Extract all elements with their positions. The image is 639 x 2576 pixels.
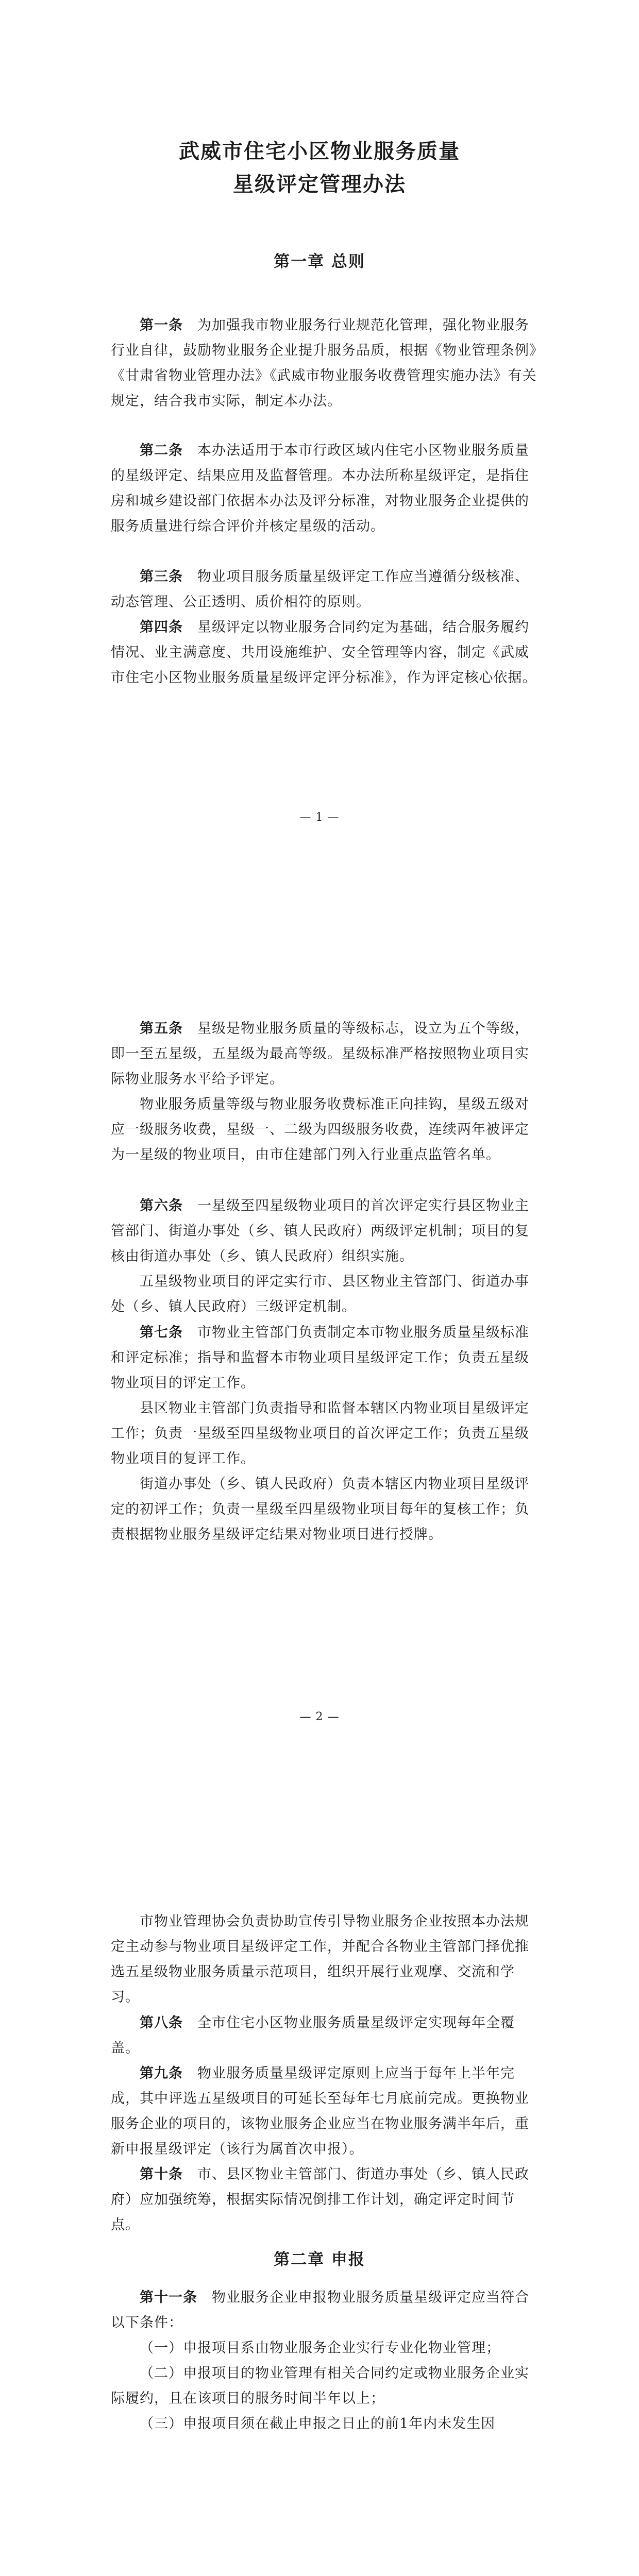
article-6-para-2: 五星级物业项目的评定实行市、县区物业主管部门、街道办事处（乡、镇人民政府）三级评定机制。 <box>111 1274 529 1315</box>
page-number-2: — 2 — <box>299 1710 340 1723</box>
document-title-line1: 武威市住宅小区物业服务质量 <box>179 139 460 163</box>
article-7-para-3: 街道办事处（乡、镇人民政府）负责本辖区内物业项目星级评定的初评工作；负责一星级至四星级物业项目每年的复核工作；负责根据物业服务星级评定结果对物业项目进行授牌。 <box>111 1476 529 1543</box>
article-11: 第十一条 物业服务企业申报物业服务质量星级评定应当符合以下条件： <box>111 2290 529 2331</box>
article-6: 第六条 一星级至四星级物业项目的首次评定实行县区物业主管部门、街道办事处（乡、镇人民政府）两级评定机制；项目的复核由街道办事处（乡、镇人民政府）组织实施。 <box>111 1198 529 1264</box>
article-11-item-2: （二）申报项目的物业管理有相关合同约定或物业服务企业实际履约，且在该项目的服务时间半年以上； <box>111 2365 529 2406</box>
article-2: 第二条 本办法适用于本市行政区域内住宅小区物业服务质量的星级评定、结果应用及监督管理。本办法所称星级评定，是指住房和城乡建设部门依据本办法及评分标准，对物业服务企业提供的服务质量进行综合评价并核定星级的活动。 <box>111 443 529 534</box>
article-7-para-4: 市物业管理协会负责协助宣传引导物业服务企业按照本办法规定主动参与物业项目星级评定工作，并配合各物业主管部门择优推选五星级物业服务质量示范项目，组织开展行业观摩、交流和学习。 <box>111 1913 529 2005</box>
article-11-item-1: （一）申报项目系由物业服务企业实行专业化物业管理； <box>140 2340 500 2356</box>
article-7: 第七条 市物业主管部门负责制定本市物业服务质量星级标准和评定标准；指导和监督本市物业项目星级评定工作；负责五星级物业项目的评定工作。 <box>111 1325 529 1391</box>
article-8: 第八条 全市住宅小区物业服务质量星级评定实现每年全覆盖。 <box>111 2015 515 2056</box>
document-title-line2: 星级评定管理办法 <box>233 172 406 196</box>
article-5: 第五条 星级是物业服务质量的等级标志，设立为五个等级，即一至五星级，五星级为最高等级。星级标准严格按照物业项目实际物业服务水平给予评定。 <box>111 1021 529 1087</box>
chapter-2-heading: 第二章 申报 <box>274 2250 365 2269</box>
article-11-item-3: （三）申报项目须在截止申报之日止的前1年内未发生因 <box>140 2416 496 2432</box>
article-5-para-2: 物业服务质量等级与物业服务收费标准正向挂钩，星级五级对应一级服务收费，星级一、二级为四级服务收费，连续两年被评定为一星级的物业项目，由市住建部门列入行业重点监管名单。 <box>111 1096 529 1163</box>
article-10: 第十条 市、县区物业主管部门、街道办事处（乡、镇人民政府）应加强统筹，根据实际情况倒排工作计划，确定评定时间节点。 <box>111 2166 529 2233</box>
article-4: 第四条 星级评定以物业服务合同约定为基础，结合服务履约情况、业主满意度、共用设施维护、安全管理等内容，制定《武威市住宅小区物业服务质量星级评定评分标准》，作为评定核心依据。 <box>111 619 537 686</box>
article-3: 第三条 物业项目服务质量星级评定工作应当遵循分级核准、动态管理、公正透明、质价相符的原则。 <box>111 569 529 610</box>
article-1: 第一条 为加强我市物业服务行业规范化管理，强化物业服务行业自律，鼓励物业服务企业提升服务品质，根据《物业管理条例》《甘肃省物业管理办法》《武威市物业服务收费管理实施办法》有关规定，结合我市实际，制定本办法。 <box>111 317 537 409</box>
article-7-para-2: 县区物业主管部门负责指导和监督本辖区内物业项目星级评定工作；负责一星级至四星级物业项目的首次评定工作；负责五星级物业项目的复评工作。 <box>111 1400 529 1467</box>
page-number-1: — 1 — <box>299 811 340 824</box>
chapter-1-heading: 第一章 总则 <box>274 252 365 271</box>
article-9: 第九条 物业服务质量星级评定原则上应当于每年上半年完成，其中评选五星级项目的可延长至每年七月底前完成。更换物业服务企业的项目的，该物业服务企业应当在物业服务满半年后，重新申报星级评定（该行为属首次申报）。 <box>111 2065 529 2157</box>
